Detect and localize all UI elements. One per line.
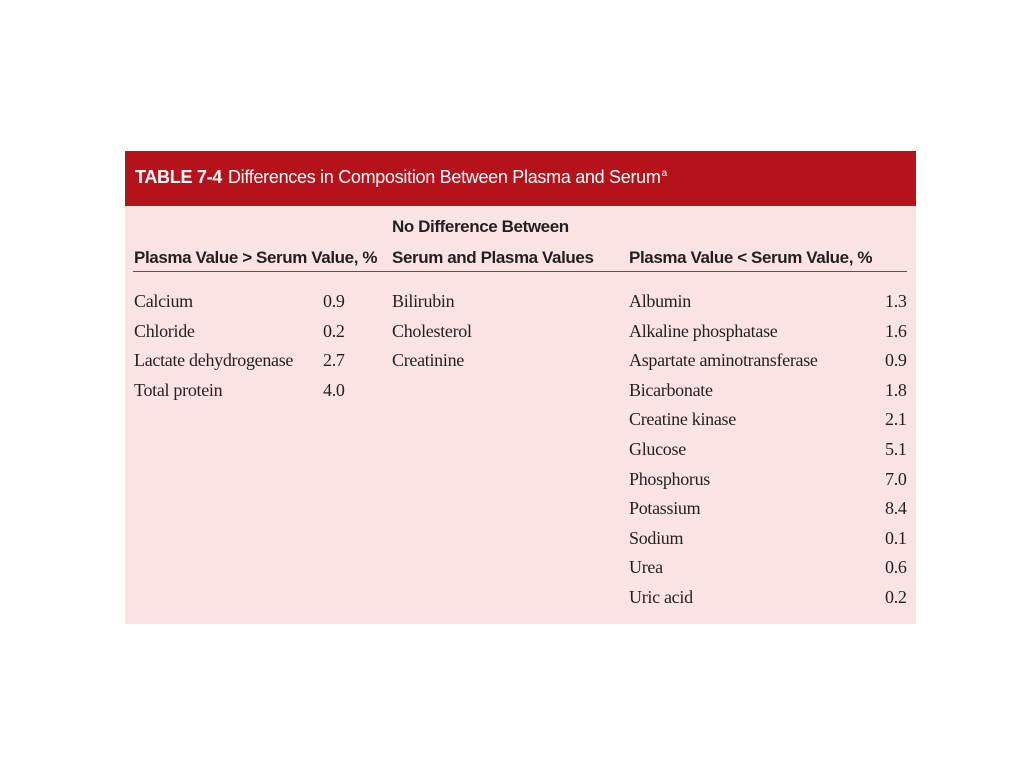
analyte-value: 2.1: [885, 409, 907, 430]
column-header-plasma-greater: [134, 211, 377, 273]
analyte-value: 1.6: [885, 320, 907, 341]
table-row: [629, 317, 909, 347]
analyte-name: Aspartate aminotransferase: [629, 350, 818, 371]
analyte-name: Chloride: [134, 320, 195, 341]
column-plasma-greater: [134, 287, 349, 405]
table-row: [392, 317, 602, 347]
analyte-name: Urea: [629, 557, 663, 578]
column-header-line1: [134, 211, 377, 242]
table-footnote-mark: a: [661, 168, 667, 179]
table-number: TABLE 7-4: [135, 167, 222, 187]
table-row: [629, 553, 909, 583]
analyte-name: Total protein: [134, 379, 223, 400]
analyte-name: Calcium: [134, 291, 193, 311]
analyte-name: Creatinine: [392, 350, 464, 371]
analyte-value: 5.1: [885, 438, 907, 459]
column-no-difference: [392, 287, 602, 376]
table-row: [629, 583, 909, 613]
analyte-name: Creatine kinase: [629, 409, 736, 430]
analyte-value: 0.9: [885, 350, 907, 371]
analyte-name: Cholesterol: [392, 320, 472, 341]
analyte-name: Albumin: [629, 291, 691, 311]
analyte-value: 2.7: [323, 350, 345, 371]
table-row: [629, 435, 909, 465]
analyte-name: Lactate dehydrogenase: [134, 350, 294, 371]
analyte-name: Glucose: [629, 438, 686, 459]
column-header-line1: [629, 211, 872, 242]
table-row: [134, 317, 349, 347]
table-row: [134, 287, 349, 317]
analyte-value: 0.2: [885, 586, 907, 607]
header-divider: [133, 271, 907, 272]
column-header-line1: No Difference Between: [392, 217, 569, 236]
analyte-name: Potassium: [629, 498, 701, 519]
table-row: [392, 346, 602, 376]
table-row: [392, 287, 602, 317]
analyte-name: Alkaline phosphatase: [629, 320, 778, 341]
column-plasma-less: [629, 287, 909, 613]
column-header-line2: Plasma Value < Serum Value, %: [629, 248, 873, 267]
analyte-name: Sodium: [629, 527, 684, 548]
analyte-value: 1.3: [885, 291, 907, 311]
table-title: [135, 167, 667, 188]
table-row: [629, 524, 909, 554]
table-row: [629, 405, 909, 435]
table-row: [629, 465, 909, 495]
column-header-plasma-less: [629, 211, 872, 273]
analyte-name: Phosphorus: [629, 468, 711, 489]
column-header-line2: Serum and Plasma Values: [392, 248, 594, 267]
column-header-no-difference: [392, 211, 594, 273]
analyte-value: 0.9: [323, 291, 345, 311]
analyte-value: 1.8: [885, 379, 907, 400]
analyte-value: 8.4: [885, 498, 907, 519]
table-row: [629, 287, 909, 317]
analyte-value: 4.0: [323, 379, 345, 400]
analyte-name: Uric acid: [629, 586, 693, 607]
analyte-value: 7.0: [885, 468, 907, 489]
table-row: [134, 346, 349, 376]
analyte-value: 0.6: [885, 557, 907, 578]
table-row: [629, 346, 909, 376]
table-row: [629, 376, 909, 406]
table-title-text: Differences in Composition Between Plasma and Serum: [227, 167, 661, 187]
table-row: [629, 494, 909, 524]
table-row: [134, 376, 349, 406]
column-header-line2: Plasma Value > Serum Value, %: [134, 248, 378, 267]
analyte-value: 0.2: [323, 320, 345, 341]
analyte-value: 0.1: [885, 527, 907, 548]
analyte-name: Bilirubin: [392, 291, 455, 311]
table-panel: [125, 151, 916, 624]
analyte-name: Bicarbonate: [629, 379, 713, 400]
table-title-bar: [125, 151, 916, 206]
